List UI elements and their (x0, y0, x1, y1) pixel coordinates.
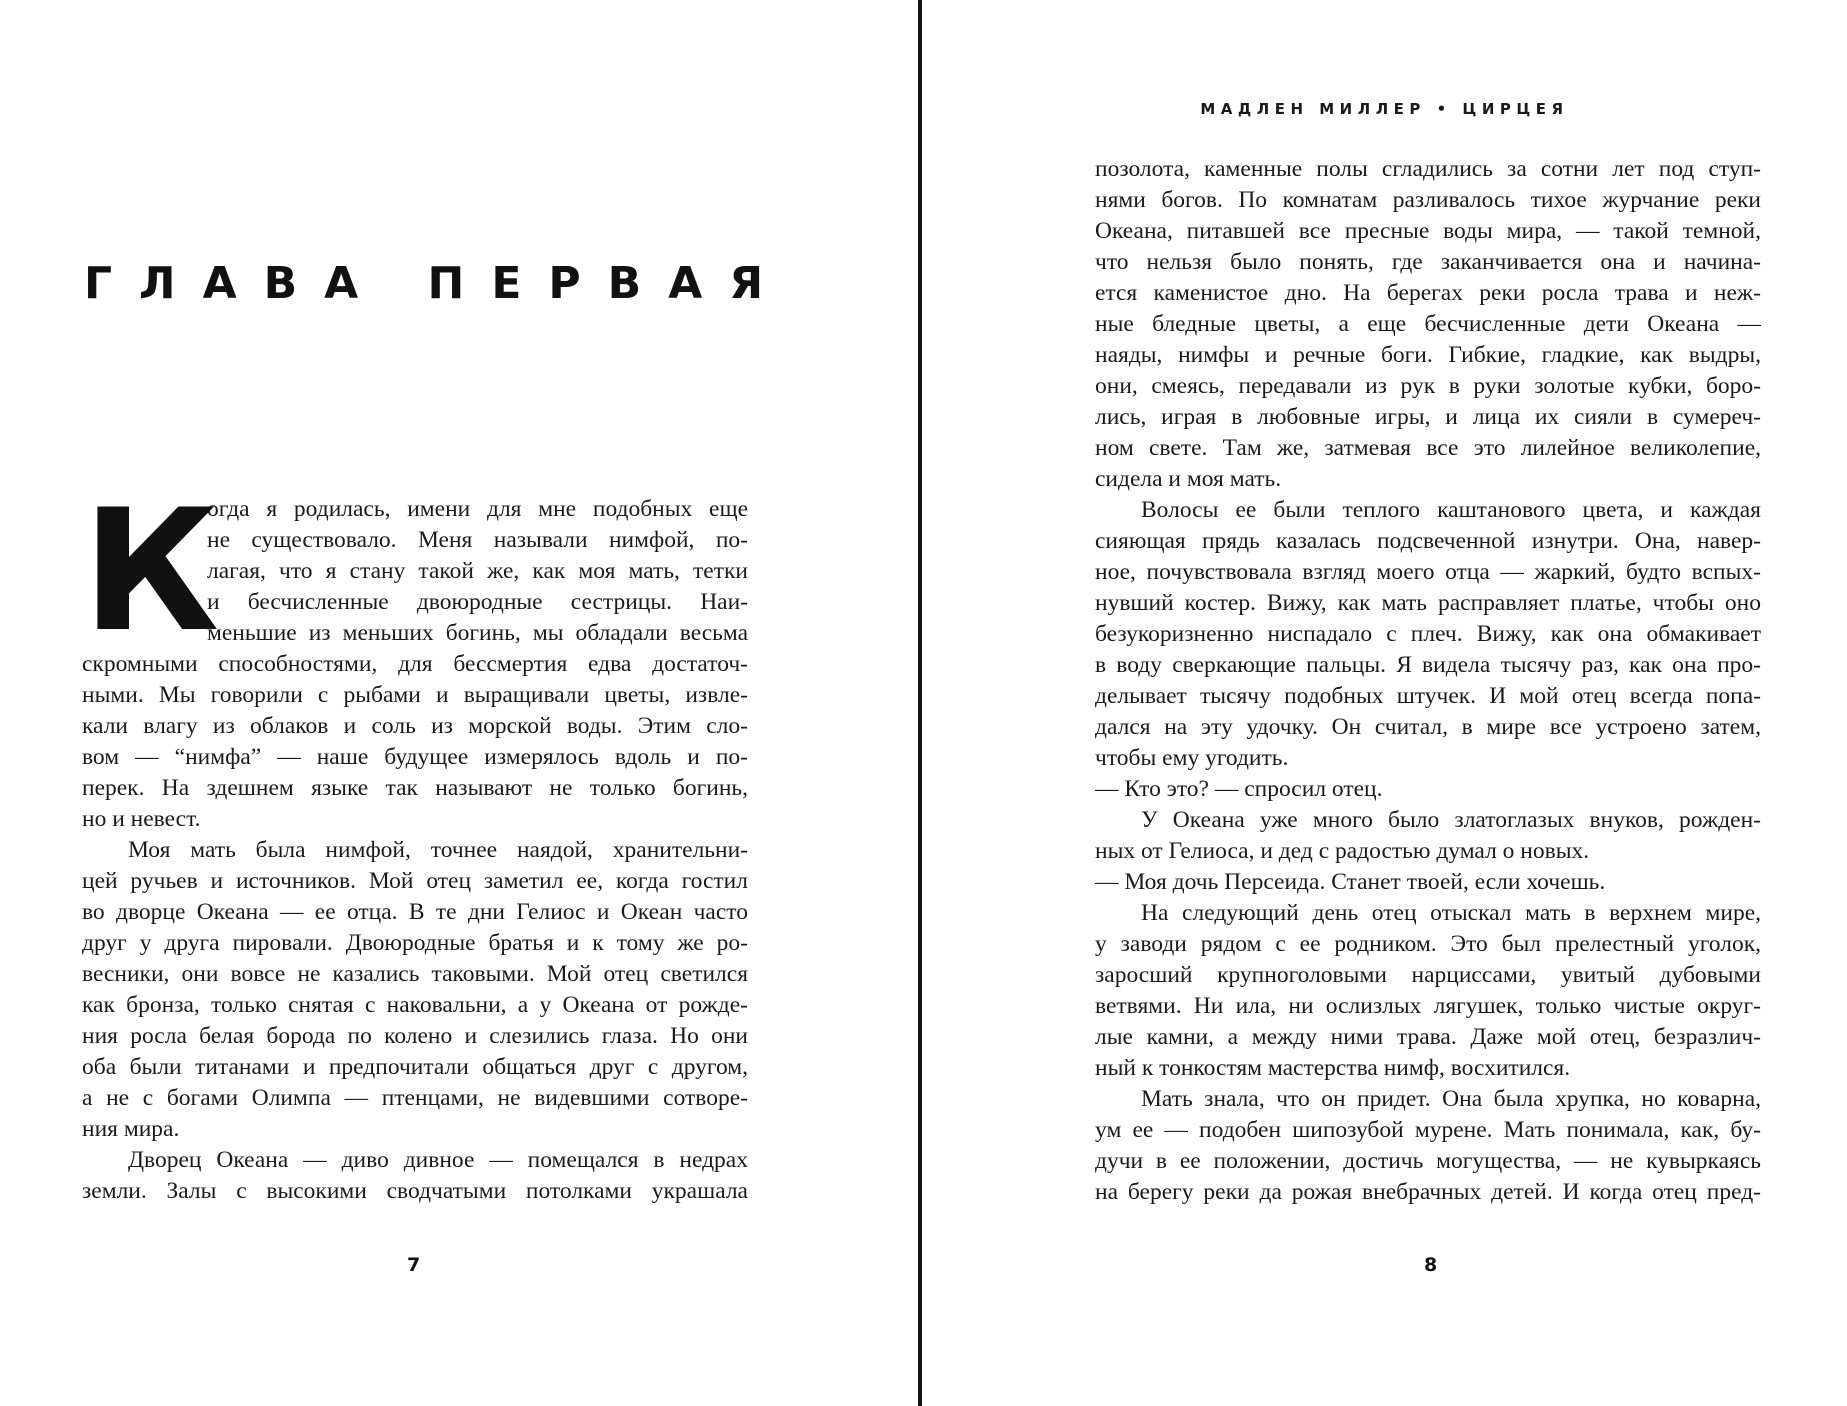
text-line: — Моя дочь Персеида. Станет твоей, если хочешь. (1095, 869, 1606, 895)
page-number-right: 8 (1424, 1254, 1438, 1276)
text-line: у заводи рядом с ее родником. Это был прелестный уголок, (1095, 931, 1761, 957)
text-line: наяды, нимфы и речные боги. Гибкие, гладкие, как выдры, (1095, 342, 1761, 368)
text-line: друг у друга пировали. Двоюродные братья и к тому же ро- (82, 930, 748, 956)
text-line: дучи в ее положении, достичь могущества, — не кувыркаясь (1095, 1148, 1761, 1174)
text-line: лагая, что я стану такой же, как моя мать, тетки (207, 558, 748, 584)
text-line: Океана, питавшей все пресные воды мира, — такой темной, (1095, 218, 1761, 244)
right-text-block (1095, 154, 1761, 1208)
text-line: кали влагу из облаков и соль из морской воды. Этим сло- (82, 713, 748, 739)
text-line: ветвями. Ни ила, ни ослизлых лягушек, только чистые округ- (1095, 993, 1761, 1019)
text-line: На следующий день отец отыскал мать в верхнем мире, (1141, 900, 1761, 926)
page-number-left: 7 (407, 1254, 421, 1276)
text-line: ния росла белая борода по колено и слезились глаза. Но они (82, 1023, 748, 1049)
left-page (0, 0, 918, 1406)
text-line: У Океана уже много было златоглазых внуков, рожден- (1141, 807, 1761, 833)
text-line: во дворце Океана — ее отца. В те дни Гелиос и Океан часто (82, 899, 748, 925)
text-line: но и невест. (82, 806, 201, 832)
text-line: цей ручьев и источников. Мой отец заметил ее, когда гостил (82, 868, 748, 894)
text-line: в воду сверкающие пальцы. Я видела тысячу раз, как она про- (1095, 652, 1761, 678)
text-line: Моя мать была нимфой, точнее наядой, хранительни- (128, 837, 748, 863)
text-line: весники, они вовсе не казались таковыми. Мой отец светился (82, 961, 748, 987)
chapter-title: ГЛАВА ПЕРВАЯ (84, 258, 791, 309)
text-line: земли. Залы с высокими сводчатыми потолками украшала (82, 1178, 748, 1204)
text-line: вом — “нимфа” — наше будущее измерялось вдоль и по- (82, 744, 748, 770)
text-line: огда я родилась, имени для мне подобных еще (207, 496, 748, 522)
text-line: нувший костер. Вижу, как мать расправляет платье, чтобы оно (1095, 590, 1761, 616)
text-line: меньшие из меньших богинь, мы обладали весьма (207, 620, 748, 646)
text-line: Мать знала, что он придет. Она была хрупка, но коварна, (1141, 1086, 1761, 1112)
text-line: позолота, каменные полы сгладились за сотни лет под ступ- (1095, 156, 1761, 182)
text-line: ный к тонкостям мастерства нимф, восхитился. (1095, 1055, 1571, 1081)
text-line: ния мира. (82, 1116, 180, 1142)
text-line: ных от Гелиоса, и дед с радостью думал о новых. (1095, 838, 1590, 864)
left-text-block (82, 473, 748, 1207)
text-line: дался на эту удочку. Он считал, в мире все устроено затем, (1095, 714, 1761, 740)
text-line: ное, почувствовала взгляд моего отца — жаркий, будто вспых- (1095, 559, 1761, 585)
text-line: на берегу реки да рожая внебрачных детей. И когда отец пред- (1095, 1179, 1761, 1205)
text-line: ными. Мы говорили с рыбами и выращивали цветы, извле- (82, 682, 748, 708)
text-line: а не с богами Олимпа — птенцами, не видевшими сотворе- (82, 1085, 748, 1111)
text-line: Дворец Океана — диво дивное — помещался в недрах (128, 1147, 748, 1173)
right-page (922, 0, 1847, 1406)
running-head: МАДЛЕН МИЛЛЕР • ЦИРЦЕЯ (1200, 100, 1569, 118)
text-line: ные бледные цветы, а еще бесчисленные дети Океана — (1095, 311, 1761, 337)
text-line: и бесчисленные двоюродные сестрицы. Наи- (207, 589, 748, 615)
text-line: — Кто это? — спросил отец. (1095, 776, 1383, 802)
text-line: перек. На здешнем языке так называют не только богинь, (82, 775, 748, 801)
text-line: они, смеясь, передавали из рук в руки золотые кубки, боро- (1095, 373, 1761, 399)
text-line: нями богов. По комнатам разливалось тихое журчание реки (1095, 187, 1761, 213)
text-line: лись, играя в любовные игры, и лица их сияли в сумереч- (1095, 404, 1761, 430)
text-line: делывает тысячу подобных штучек. И мой отец всегда попа- (1095, 683, 1761, 709)
text-line: что нельзя было понять, где заканчивается она и начина- (1095, 249, 1761, 275)
text-line: ум ее — подобен шипозубой мурене. Мать понимала, как, бу- (1095, 1117, 1761, 1143)
text-line: безукоризненно ниспадало с плеч. Вижу, как она обмакивает (1095, 621, 1761, 647)
text-line: сияющая прядь казалась подсвеченной изнутри. Она, навер- (1095, 528, 1761, 554)
text-line: Волосы ее были теплого каштанового цвета, и каждая (1141, 497, 1761, 523)
text-line: не существовало. Меня называли нимфой, по- (207, 527, 748, 553)
text-line: как бронза, только снятая с наковальни, а у Океана от рожде- (82, 992, 748, 1018)
text-line: ном свете. Там же, затмевая все это лилейное великолепие, (1095, 435, 1761, 461)
text-line: оба были титанами и предпочитали общаться друг с другом, (82, 1054, 748, 1080)
text-line: лые камни, а между ними трава. Даже мой отец, безразлич- (1095, 1024, 1761, 1050)
text-line: чтобы ему угодить. (1095, 745, 1289, 771)
text-line: ется каменистое дно. На берегах реки росла трава и неж- (1095, 280, 1761, 306)
text-line: заросший крупноголовыми нарциссами, увитый дубовыми (1095, 962, 1761, 988)
text-line: сидела и моя мать. (1095, 466, 1282, 492)
drop-cap: К (82, 473, 220, 669)
text-line: скромными способностями, для бессмертия едва достаточ- (82, 651, 748, 677)
